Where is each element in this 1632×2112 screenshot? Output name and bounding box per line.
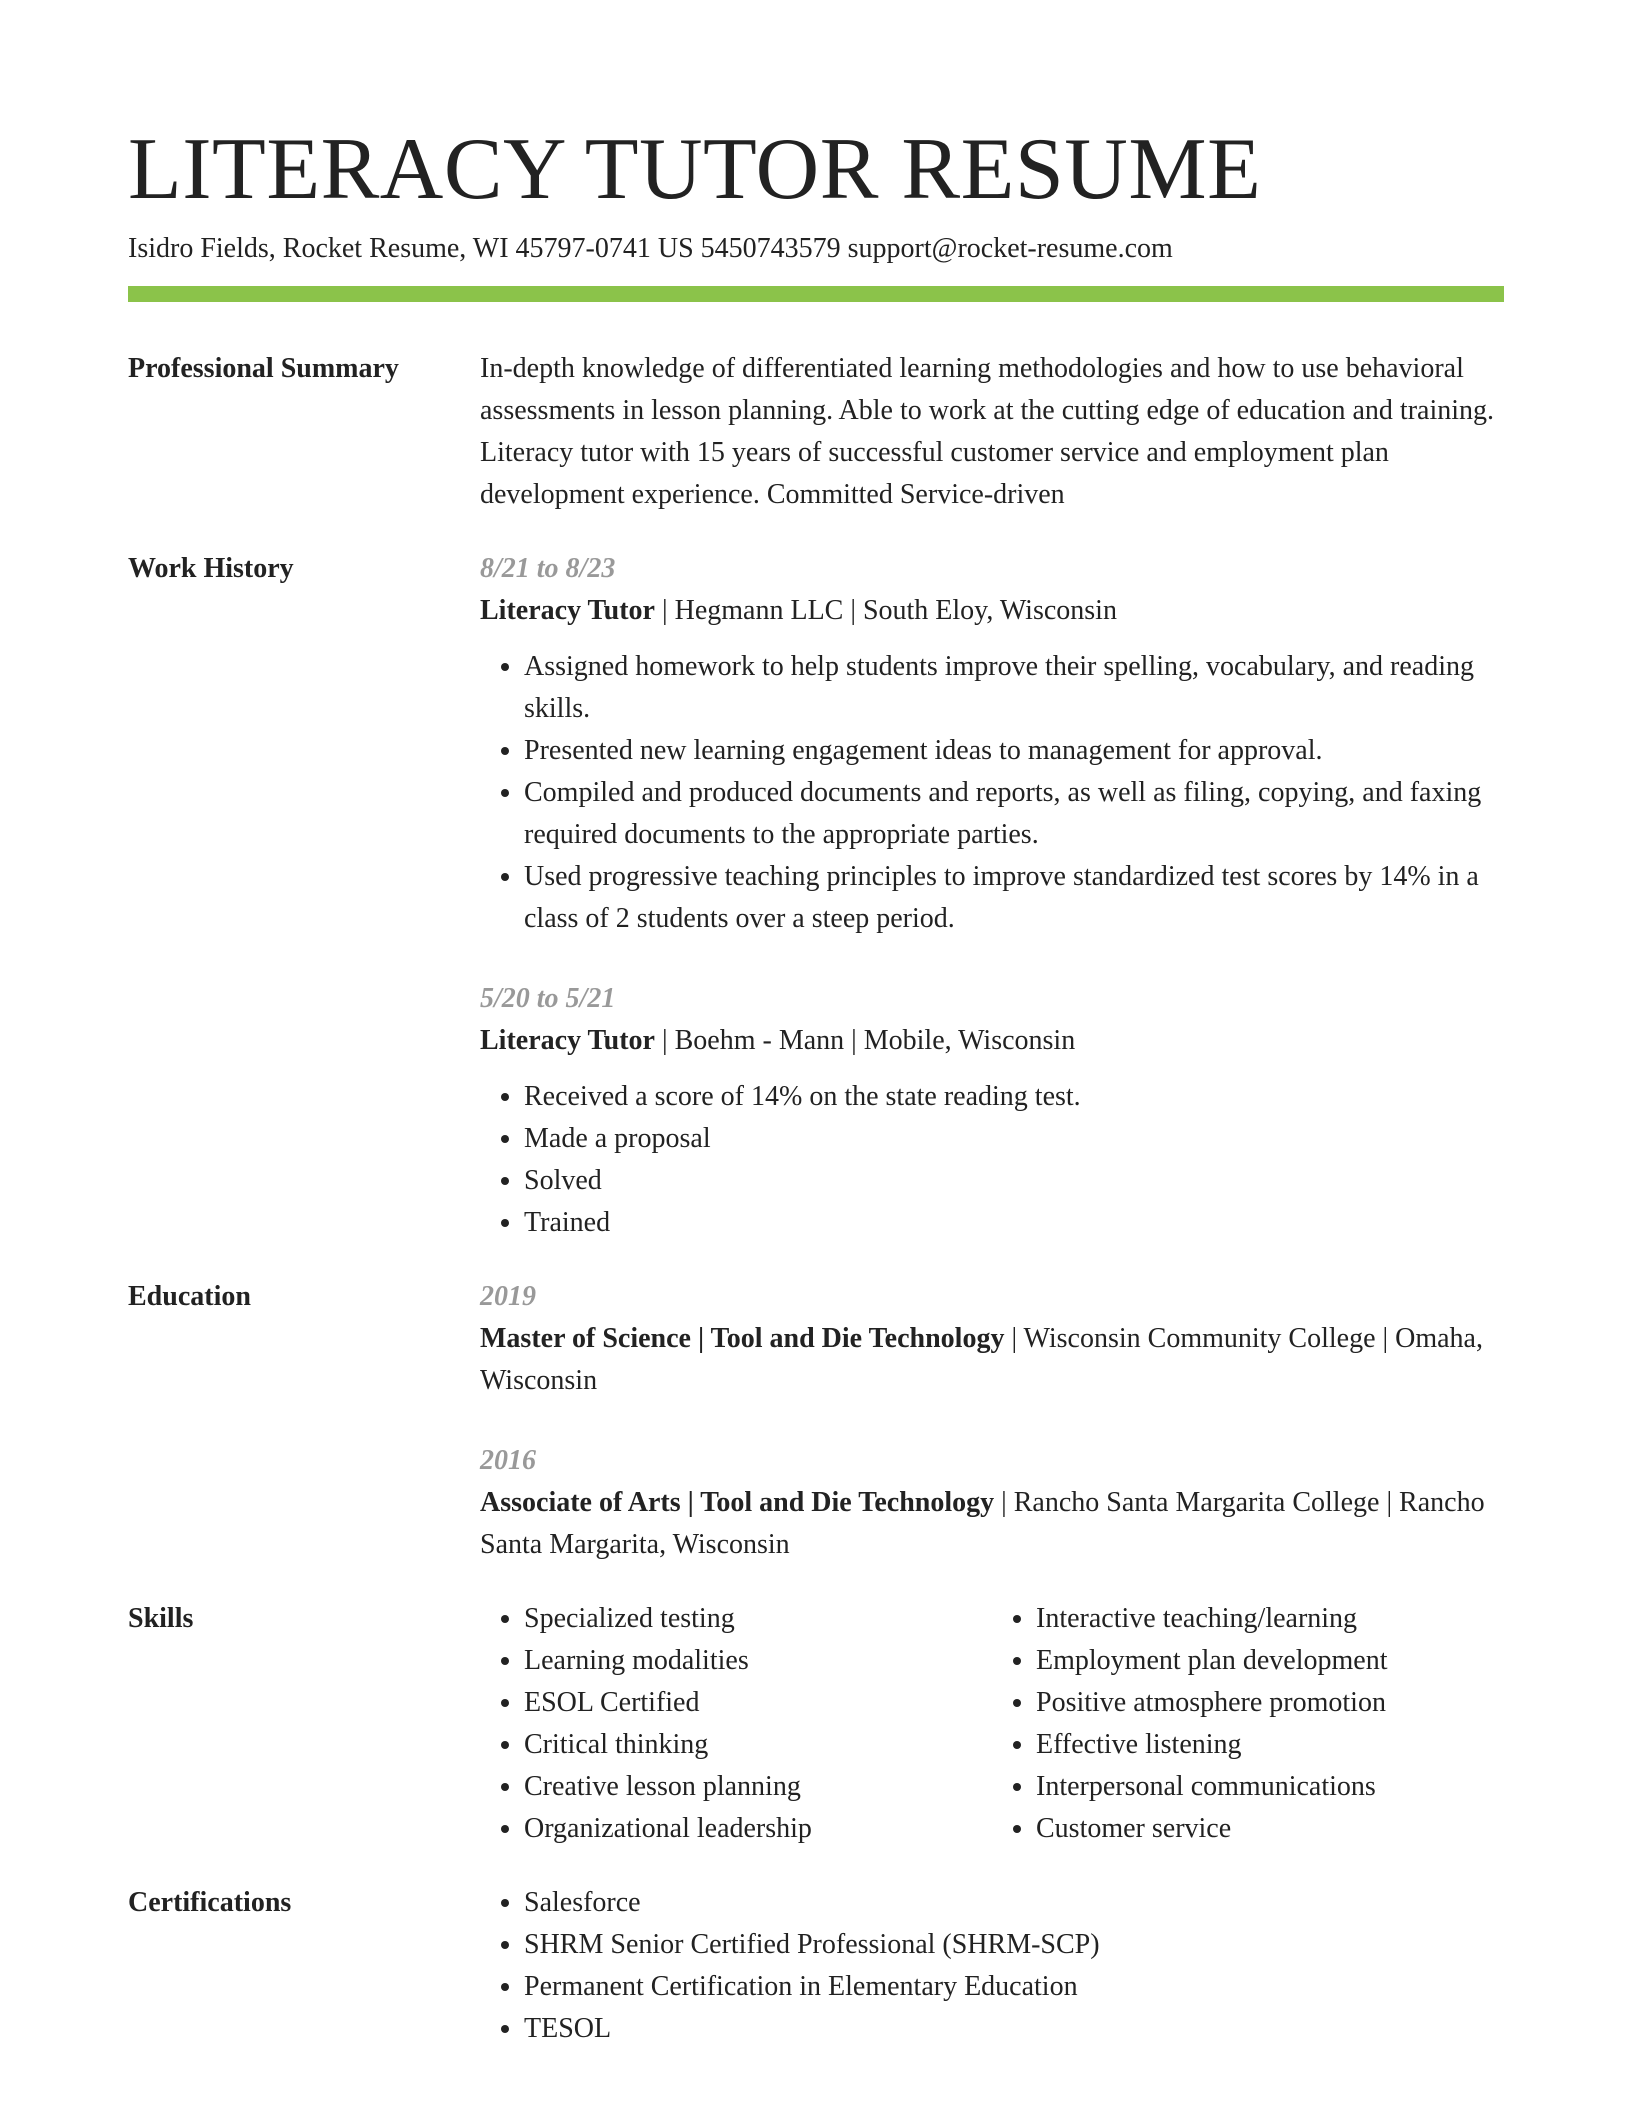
resume-title: LITERACY TUTOR RESUME <box>128 121 1262 218</box>
education-heading <box>480 1318 1504 1402</box>
education-entry <box>480 1276 1504 1402</box>
list-item: • Permanent Certification in Elementary Education <box>524 1966 1504 2008</box>
education-year: 2019 <box>480 1281 536 1312</box>
list-item: • Presented new learning engagement ideas to management for approval. <box>524 730 1504 772</box>
accent-divider <box>128 286 1504 302</box>
education-entry <box>480 1440 1504 1566</box>
section-professional-summary <box>128 348 1504 516</box>
skills-list-right <box>992 1598 1504 1850</box>
list-item: • Critical thinking <box>524 1724 992 1766</box>
section-body <box>480 1882 1504 2050</box>
skills-list-left <box>480 1598 992 1850</box>
section-education <box>128 1276 1504 1566</box>
education-year: 2016 <box>480 1445 536 1476</box>
section-label: Education <box>128 1281 251 1312</box>
education-heading <box>480 1482 1504 1566</box>
job-employer: | Boehm - Mann | Mobile, Wisconsin <box>655 1025 1076 1056</box>
contact-line: Isidro Fields, Rocket Resume, WI 45797-0741 US 5450743579 support@rocket-resume.com <box>128 233 1173 264</box>
list-item: • Assigned homework to help students improve their spelling, vocabulary, and reading skills. <box>524 646 1504 730</box>
section-label: Skills <box>128 1603 194 1634</box>
section-skills <box>128 1598 1504 1850</box>
job-title: Literacy Tutor <box>480 595 655 626</box>
section-body <box>480 548 1504 1244</box>
section-work-history <box>128 548 1504 1244</box>
list-item: • Organizational leadership <box>524 1808 992 1850</box>
degree-title: Associate of Arts | Tool and Die Technology <box>480 1487 995 1518</box>
list-item: • Creative lesson planning <box>524 1766 992 1808</box>
certifications-list <box>480 1882 1504 2050</box>
section-body <box>480 348 1504 516</box>
list-item: • Positive atmosphere promotion <box>1036 1682 1504 1724</box>
section-label: Certifications <box>128 1887 292 1918</box>
job-title: Literacy Tutor <box>480 1025 655 1056</box>
skills-columns <box>480 1598 1504 1850</box>
degree-title: Master of Science | Tool and Die Technology <box>480 1323 1005 1354</box>
job-entry <box>480 548 1504 940</box>
list-item: • Customer service <box>1036 1808 1504 1850</box>
list-item: • Compiled and produced documents and reports, as well as filing, copying, and faxing required documents to the appropriate parties. <box>524 772 1504 856</box>
list-item: • Learning modalities <box>524 1640 992 1682</box>
job-bullets <box>480 646 1504 940</box>
job-bullets <box>480 1076 1504 1244</box>
list-item: • ESOL Certified <box>524 1682 992 1724</box>
list-item: • Trained <box>524 1202 1504 1244</box>
list-item: • TESOL <box>524 2008 1504 2050</box>
summary-text: In-depth knowledge of differentiated learning methodologies and how to use behavioral assessments in lesson planning. Able to work at the cutting edge of education and training. Literacy tutor with 15 years of successful customer service and employment plan development experience. Committed Service-driven <box>480 353 1495 510</box>
list-item: • SHRM Senior Certified Professional (SHRM-SCP) <box>524 1924 1504 1966</box>
list-item: • Received a score of 14% on the state reading test. <box>524 1076 1504 1118</box>
job-employer: | Hegmann LLC | South Eloy, Wisconsin <box>655 595 1117 626</box>
section-certifications <box>128 1882 1504 2050</box>
list-item: • Made a proposal <box>524 1118 1504 1160</box>
list-item: • Employment plan development <box>1036 1640 1504 1682</box>
list-item: • Interpersonal communications <box>1036 1766 1504 1808</box>
list-item: • Interactive teaching/learning <box>1036 1598 1504 1640</box>
job-dates: 8/21 to 8/23 <box>480 553 616 584</box>
section-body <box>480 1276 1504 1566</box>
list-item: • Used progressive teaching principles to improve standardized test scores by 14% in a class of 2 students over a steep period. <box>524 856 1504 940</box>
school-details: | Wisconsin Community College | Omaha, Wisconsin <box>480 1323 1483 1396</box>
section-label: Work History <box>128 553 294 584</box>
section-label: Professional Summary <box>128 353 399 384</box>
resume-sections <box>128 348 1504 2082</box>
job-entry <box>480 978 1504 1244</box>
list-item: • Effective listening <box>1036 1724 1504 1766</box>
list-item: • Salesforce <box>524 1882 1504 1924</box>
school-details: | Rancho Santa Margarita College | Rancho Santa Margarita, Wisconsin <box>480 1487 1485 1560</box>
list-item: • Specialized testing <box>524 1598 992 1640</box>
job-heading <box>480 1020 1504 1062</box>
job-heading <box>480 590 1504 632</box>
job-dates: 5/20 to 5/21 <box>480 983 616 1014</box>
list-item: • Solved <box>524 1160 1504 1202</box>
